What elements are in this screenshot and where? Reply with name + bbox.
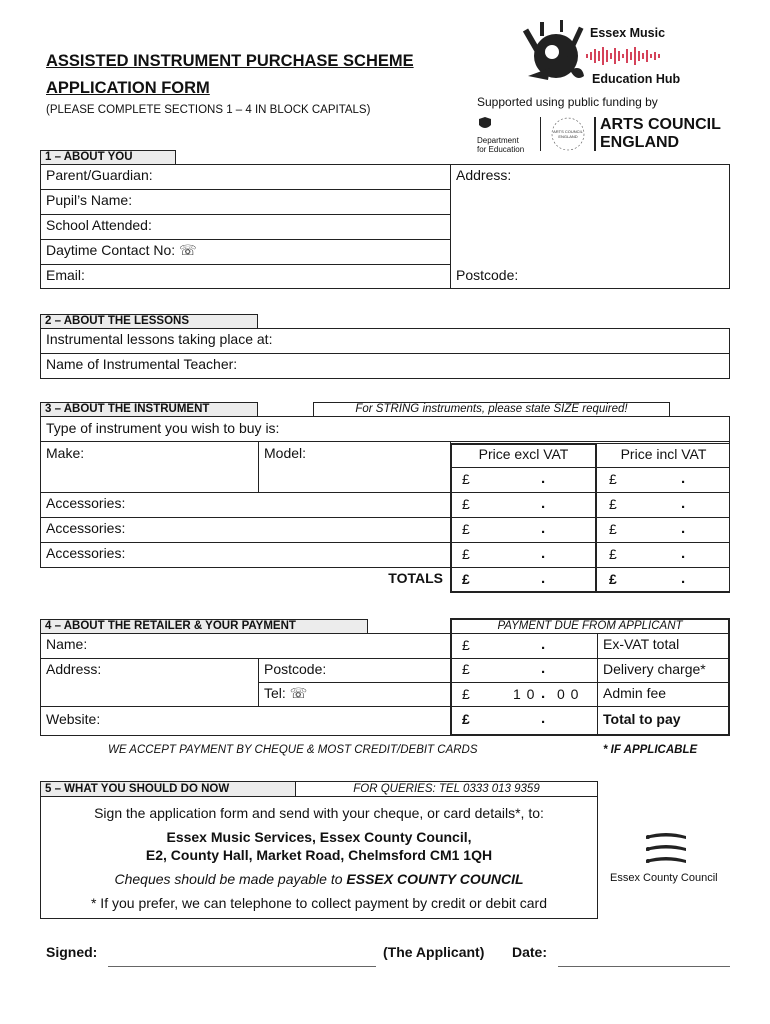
model-field[interactable] — [259, 441, 450, 492]
date-line[interactable] — [558, 966, 730, 967]
lessons-location-label: Instrumental lessons taking place at: — [46, 331, 273, 347]
seaxes-icon — [642, 830, 690, 870]
decimal-point: . — [541, 570, 546, 587]
admin-fee-pence: 0 0 — [557, 686, 580, 702]
retailer-tel-label: Tel: — [264, 685, 286, 701]
pound-sign: £ — [462, 637, 470, 653]
decimal-point: . — [681, 495, 686, 512]
essex-music-hub-logo — [520, 20, 700, 90]
retailer-postcode-field[interactable] — [259, 657, 450, 682]
decimal-point: . — [541, 520, 546, 537]
total-to-pay-label: Total to pay — [603, 711, 681, 727]
model-label: Model: — [264, 445, 307, 461]
teacher-name-field[interactable] — [41, 352, 729, 377]
date-label: Date: — [512, 944, 548, 960]
pound-sign: £ — [462, 521, 470, 537]
decimal-point: . — [541, 470, 546, 487]
retailer-postcode-label: Postcode: — [264, 661, 327, 677]
totals-label: TOTALS — [388, 570, 443, 586]
crest-icon — [477, 117, 493, 131]
exvat-total-label: Ex-VAT total — [603, 636, 680, 652]
cheque-payable-text — [40, 871, 598, 887]
arts-council-line1: ARTS COUNCIL — [600, 116, 721, 133]
admin-fee-pounds: 1 0 — [513, 686, 536, 702]
decimal-point: . — [541, 710, 546, 727]
hub-name-line2: Education Hub — [592, 72, 681, 86]
address-label: Address: — [456, 167, 512, 183]
logo-divider-2 — [594, 117, 596, 151]
retailer-website-field[interactable] — [41, 706, 450, 735]
section4-heading: 4 – ABOUT THE RETAILER & YOUR PAYMENT — [40, 619, 368, 634]
signature-line[interactable] — [108, 966, 376, 967]
arts-council-seal-text: ARTS COUNCIL ENGLAND — [553, 129, 583, 139]
telephone-payment-text: * If you prefer, we can telephone to collect payment by credit or debit card — [90, 895, 548, 911]
teacher-name-label: Name of Instrumental Teacher: — [46, 356, 238, 372]
accessories-label: Accessories: — [46, 520, 126, 536]
telephone-icon: ☏ — [179, 242, 197, 258]
cheque-payee: ESSEX COUNTY COUNCIL — [346, 871, 524, 887]
delivery-charge-label: Delivery charge* — [603, 661, 706, 677]
price-incl-input[interactable] — [598, 542, 729, 567]
cheque-prefix: Cheques should be made payable to — [114, 871, 347, 887]
accessories-field-3[interactable] — [41, 541, 450, 566]
section2-heading: 2 – ABOUT THE LESSONS — [40, 314, 258, 329]
postcode-label: Postcode: — [456, 267, 519, 283]
retailer-tel-field[interactable] — [259, 681, 450, 706]
pound-sign: £ — [462, 546, 470, 562]
dfe-logo — [477, 117, 537, 154]
admin-fee-label: Admin fee — [603, 685, 667, 701]
decimal-point: . — [541, 495, 546, 512]
lessons-location-field[interactable] — [41, 327, 729, 352]
dfe-line2: for Education — [477, 145, 525, 154]
price-excl-input[interactable] — [452, 542, 595, 567]
price-excl-input[interactable] — [452, 492, 595, 517]
parent-guardian-field[interactable] — [41, 163, 450, 188]
form-subtitle: APPLICATION FORM — [46, 79, 210, 97]
accessories-label: Accessories: — [46, 495, 126, 511]
email-label: Email: — [46, 267, 85, 283]
accessories-label: Accessories: — [46, 545, 126, 561]
section3-heading: 3 – ABOUT THE INSTRUMENT — [40, 402, 258, 417]
arts-council-seal — [546, 115, 590, 153]
if-applicable-note: * IF APPLICABLE — [603, 744, 698, 756]
contact-label: Daytime Contact No: — [46, 242, 176, 258]
signed-label: Signed: — [46, 944, 98, 960]
accessories-field-2[interactable] — [41, 516, 450, 541]
postcode-field[interactable] — [451, 263, 729, 288]
applicant-label: (The Applicant) — [383, 944, 485, 960]
email-field[interactable] — [41, 263, 450, 288]
essex-county-council-logo — [610, 830, 725, 890]
pound-sign: £ — [462, 711, 470, 727]
delivery-charge-amount[interactable] — [452, 657, 595, 682]
price-excl-input[interactable] — [452, 467, 595, 492]
price-incl-input-total[interactable] — [598, 567, 729, 592]
decimal-point: . — [681, 545, 686, 562]
retailer-address-field[interactable] — [41, 657, 258, 705]
queries-phone: FOR QUERIES: TEL 0333 013 9359 — [295, 781, 598, 797]
decimal-point: . — [681, 520, 686, 537]
dfe-line1: Department — [477, 136, 519, 145]
price-incl-input[interactable] — [598, 467, 729, 492]
price-excl-header: Price excl VAT — [478, 446, 569, 462]
postal-address-line2: E2, County Hall, Market Road, Chelmsford CM1 1QH — [145, 847, 493, 863]
ecc-logo-text: Essex County Council — [610, 872, 718, 884]
address-field[interactable] — [451, 163, 729, 263]
pound-sign: £ — [609, 496, 617, 512]
section1-heading: 1 – ABOUT YOU — [40, 150, 176, 165]
instrument-type-field[interactable] — [41, 416, 729, 441]
admin-fee-amount — [452, 682, 595, 707]
hub-name-line1: Essex Music — [590, 26, 666, 40]
pupil-name-field[interactable] — [41, 188, 450, 213]
decimal-point: . — [541, 545, 546, 562]
make-field[interactable] — [41, 441, 258, 492]
form-title: ASSISTED INSTRUMENT PURCHASE SCHEME — [46, 52, 414, 70]
exvat-total-amount[interactable] — [452, 633, 595, 658]
pound-sign: £ — [609, 521, 617, 537]
price-incl-input[interactable] — [598, 517, 729, 542]
retailer-name-label: Name: — [46, 636, 88, 652]
contact-number-field[interactable] — [41, 238, 450, 263]
telephone-icon: ☏ — [289, 685, 308, 701]
school-label: School Attended: — [46, 217, 152, 233]
decimal-point: . — [541, 660, 546, 677]
soundwave-icon — [584, 46, 684, 66]
send-instructions: Sign the application form and send with your cheque, or card details*, to: — [94, 805, 544, 821]
pound-sign: £ — [462, 686, 470, 702]
price-incl-header: Price incl VAT — [620, 446, 707, 462]
price-incl-input[interactable] — [598, 492, 729, 517]
pupil-name-label: Pupil’s Name: — [46, 192, 133, 208]
accessories-field-1[interactable] — [41, 491, 450, 516]
postal-address-line1: Essex Music Services, Essex County Council, — [166, 829, 472, 845]
instrument-type-label: Type of instrument you wish to buy is: — [46, 420, 280, 436]
string-size-note: For STRING instruments, please state SIZE required! — [313, 402, 670, 417]
retailer-name-field[interactable] — [41, 632, 450, 657]
school-field[interactable] — [41, 213, 450, 238]
decimal-point: . — [541, 685, 546, 702]
arts-council-line2: ENGLAND — [600, 134, 680, 151]
pound-sign: £ — [462, 571, 470, 587]
form-instruction: (PLEASE COMPLETE SECTIONS 1 – 4 IN BLOCK CAPITALS) — [46, 104, 371, 116]
pound-sign: £ — [609, 571, 617, 587]
make-label: Make: — [46, 445, 85, 461]
pound-sign: £ — [609, 546, 617, 562]
retailer-website-label: Website: — [46, 711, 101, 727]
price-excl-input-total[interactable] — [452, 567, 595, 592]
decimal-point: . — [681, 570, 686, 587]
supported-by-text: Supported using public funding by — [477, 95, 658, 109]
logo-divider — [540, 117, 541, 151]
pound-sign: £ — [462, 496, 470, 512]
price-excl-input[interactable] — [452, 517, 595, 542]
accept-payment-text: WE ACCEPT PAYMENT BY CHEQUE & MOST CREDIT/DEBIT CARDS — [108, 744, 478, 756]
decimal-point: . — [541, 636, 546, 653]
pound-sign: £ — [609, 471, 617, 487]
decimal-point: . — [681, 470, 686, 487]
total-to-pay-amount[interactable] — [452, 707, 595, 732]
parent-guardian-label: Parent/Guardian: — [46, 167, 153, 183]
section5-heading: 5 – WHAT YOU SHOULD DO NOW — [40, 781, 296, 797]
pound-sign: £ — [462, 661, 470, 677]
retailer-address-label: Address: — [46, 661, 102, 677]
payment-due-heading: PAYMENT DUE FROM APPLICANT — [497, 620, 683, 632]
pound-sign: £ — [462, 471, 470, 487]
